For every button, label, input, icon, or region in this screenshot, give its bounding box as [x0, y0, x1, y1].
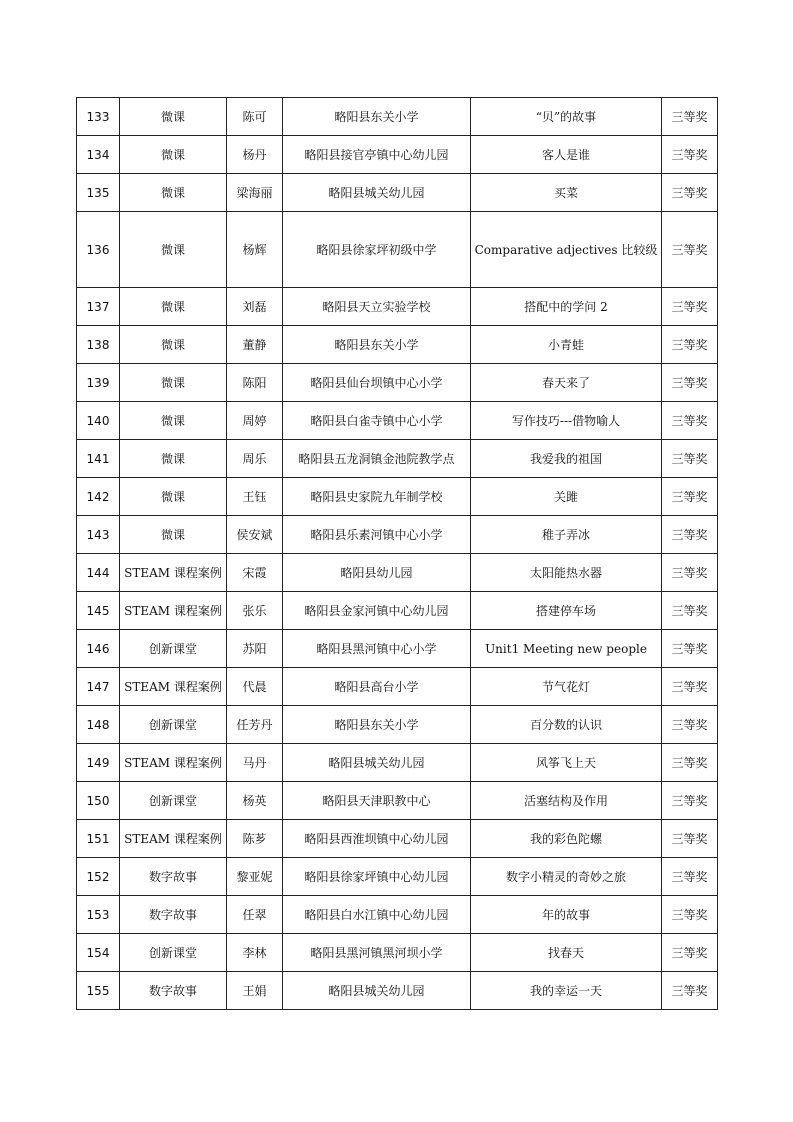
row-number: 149	[77, 744, 120, 782]
author-name: 陈芗	[227, 820, 283, 858]
work-title: 我的彩色陀螺	[471, 820, 662, 858]
award-level: 三等奖	[662, 440, 718, 478]
award-level: 三等奖	[662, 858, 718, 896]
school-name: 略阳县金家河镇中心幼儿园	[283, 592, 471, 630]
author-name: 张乐	[227, 592, 283, 630]
work-title: 客人是谁	[471, 136, 662, 174]
work-title: 风筝飞上天	[471, 744, 662, 782]
row-number: 140	[77, 402, 120, 440]
award-level: 三等奖	[662, 934, 718, 972]
row-number: 155	[77, 972, 120, 1010]
entry-category: STEAM 课程案例	[120, 668, 227, 706]
row-number: 154	[77, 934, 120, 972]
entry-category: 微课	[120, 326, 227, 364]
table-row	[77, 706, 718, 744]
row-number: 141	[77, 440, 120, 478]
awards-table-body	[77, 98, 718, 1010]
author-name: 陈可	[227, 98, 283, 136]
award-level: 三等奖	[662, 98, 718, 136]
school-name: 略阳县白雀寺镇中心小学	[283, 402, 471, 440]
table-row	[77, 820, 718, 858]
author-name: 任翠	[227, 896, 283, 934]
row-number: 147	[77, 668, 120, 706]
entry-category: 微课	[120, 364, 227, 402]
author-name: 马丹	[227, 744, 283, 782]
award-level: 三等奖	[662, 744, 718, 782]
author-name: 陈阳	[227, 364, 283, 402]
author-name: 周乐	[227, 440, 283, 478]
row-number: 150	[77, 782, 120, 820]
school-name: 略阳县徐家坪初级中学	[283, 212, 471, 288]
author-name: 代晨	[227, 668, 283, 706]
author-name: 周婷	[227, 402, 283, 440]
work-title: 找春天	[471, 934, 662, 972]
award-level: 三等奖	[662, 212, 718, 288]
work-title: 活塞结构及作用	[471, 782, 662, 820]
school-name: 略阳县黑河镇中心小学	[283, 630, 471, 668]
entry-category: 数字故事	[120, 896, 227, 934]
award-level: 三等奖	[662, 592, 718, 630]
table-row	[77, 136, 718, 174]
award-level: 三等奖	[662, 136, 718, 174]
table-row	[77, 972, 718, 1010]
awards-table	[76, 97, 718, 1010]
entry-category: 数字故事	[120, 858, 227, 896]
row-number: 144	[77, 554, 120, 592]
school-name: 略阳县五龙洞镇金池院教学点	[283, 440, 471, 478]
entry-category: 创新课堂	[120, 934, 227, 972]
school-name: 略阳县东关小学	[283, 706, 471, 744]
award-level: 三等奖	[662, 288, 718, 326]
school-name: 略阳县城关幼儿园	[283, 744, 471, 782]
row-number: 153	[77, 896, 120, 934]
school-name: 略阳县天立实验学校	[283, 288, 471, 326]
work-title: 稚子弄冰	[471, 516, 662, 554]
table-row	[77, 212, 718, 288]
school-name: 略阳县白水江镇中心幼儿园	[283, 896, 471, 934]
work-title: 写作技巧---借物喻人	[471, 402, 662, 440]
author-name: 董静	[227, 326, 283, 364]
work-title: Comparative adjectives 比较级	[471, 212, 662, 288]
award-level: 三等奖	[662, 706, 718, 744]
work-title: 关雎	[471, 478, 662, 516]
row-number: 138	[77, 326, 120, 364]
award-level: 三等奖	[662, 478, 718, 516]
school-name: 略阳县高台小学	[283, 668, 471, 706]
table-row	[77, 668, 718, 706]
row-number: 134	[77, 136, 120, 174]
author-name: 宋霞	[227, 554, 283, 592]
school-name: 略阳县史家院九年制学校	[283, 478, 471, 516]
school-name: 略阳县西淮坝镇中心幼儿园	[283, 820, 471, 858]
table-row	[77, 364, 718, 402]
row-number: 136	[77, 212, 120, 288]
table-row	[77, 858, 718, 896]
row-number: 145	[77, 592, 120, 630]
entry-category: 创新课堂	[120, 706, 227, 744]
table-row	[77, 744, 718, 782]
table-row	[77, 554, 718, 592]
work-title: 小青蛙	[471, 326, 662, 364]
table-row	[77, 440, 718, 478]
table-row	[77, 98, 718, 136]
table-row	[77, 630, 718, 668]
row-number: 146	[77, 630, 120, 668]
author-name: 黎亚妮	[227, 858, 283, 896]
entry-category: STEAM 课程案例	[120, 592, 227, 630]
work-title: 百分数的认识	[471, 706, 662, 744]
author-name: 李林	[227, 934, 283, 972]
author-name: 任芳丹	[227, 706, 283, 744]
school-name: 略阳县城关幼儿园	[283, 972, 471, 1010]
table-row	[77, 478, 718, 516]
entry-category: STEAM 课程案例	[120, 554, 227, 592]
entry-category: 创新课堂	[120, 630, 227, 668]
school-name: 略阳县幼儿园	[283, 554, 471, 592]
work-title: 年的故事	[471, 896, 662, 934]
table-row	[77, 326, 718, 364]
school-name: 略阳县徐家坪镇中心幼儿园	[283, 858, 471, 896]
award-level: 三等奖	[662, 668, 718, 706]
table-row	[77, 592, 718, 630]
table-row	[77, 288, 718, 326]
author-name: 苏阳	[227, 630, 283, 668]
work-title: 春天来了	[471, 364, 662, 402]
entry-category: 微课	[120, 516, 227, 554]
work-title: 节气花灯	[471, 668, 662, 706]
entry-category: 微课	[120, 440, 227, 478]
award-level: 三等奖	[662, 174, 718, 212]
row-number: 135	[77, 174, 120, 212]
entry-category: STEAM 课程案例	[120, 820, 227, 858]
school-name: 略阳县东关小学	[283, 98, 471, 136]
author-name: 梁海丽	[227, 174, 283, 212]
author-name: 侯安斌	[227, 516, 283, 554]
entry-category: 微课	[120, 402, 227, 440]
award-level: 三等奖	[662, 630, 718, 668]
award-level: 三等奖	[662, 516, 718, 554]
author-name: 刘磊	[227, 288, 283, 326]
work-title: Unit1 Meeting new people	[471, 630, 662, 668]
entry-category: 微课	[120, 478, 227, 516]
school-name: 略阳县黑河镇黑河坝小学	[283, 934, 471, 972]
row-number: 143	[77, 516, 120, 554]
row-number: 133	[77, 98, 120, 136]
award-level: 三等奖	[662, 896, 718, 934]
work-title: 搭配中的学问 2	[471, 288, 662, 326]
row-number: 139	[77, 364, 120, 402]
work-title: 我爱我的祖国	[471, 440, 662, 478]
school-name: 略阳县乐素河镇中心小学	[283, 516, 471, 554]
author-name: 杨英	[227, 782, 283, 820]
entry-category: 数字故事	[120, 972, 227, 1010]
author-name: 王娟	[227, 972, 283, 1010]
award-level: 三等奖	[662, 364, 718, 402]
table-row	[77, 402, 718, 440]
work-title: “贝”的故事	[471, 98, 662, 136]
school-name: 略阳县城关幼儿园	[283, 174, 471, 212]
entry-category: STEAM 课程案例	[120, 744, 227, 782]
entry-category: 微课	[120, 288, 227, 326]
author-name: 王钰	[227, 478, 283, 516]
table-row	[77, 934, 718, 972]
entry-category: 微课	[120, 174, 227, 212]
school-name: 略阳县天津职教中心	[283, 782, 471, 820]
author-name: 杨丹	[227, 136, 283, 174]
row-number: 142	[77, 478, 120, 516]
row-number: 148	[77, 706, 120, 744]
entry-category: 创新课堂	[120, 782, 227, 820]
award-level: 三等奖	[662, 554, 718, 592]
work-title: 太阳能热水器	[471, 554, 662, 592]
work-title: 数字小精灵的奇妙之旅	[471, 858, 662, 896]
table-row	[77, 174, 718, 212]
row-number: 151	[77, 820, 120, 858]
work-title: 我的幸运一天	[471, 972, 662, 1010]
award-level: 三等奖	[662, 820, 718, 858]
school-name: 略阳县接官亭镇中心幼儿园	[283, 136, 471, 174]
entry-category: 微课	[120, 136, 227, 174]
award-level: 三等奖	[662, 402, 718, 440]
entry-category: 微课	[120, 98, 227, 136]
row-number: 152	[77, 858, 120, 896]
row-number: 137	[77, 288, 120, 326]
entry-category: 微课	[120, 212, 227, 288]
work-title: 搭建停车场	[471, 592, 662, 630]
table-row	[77, 516, 718, 554]
award-level: 三等奖	[662, 782, 718, 820]
table-row	[77, 782, 718, 820]
school-name: 略阳县东关小学	[283, 326, 471, 364]
work-title: 买菜	[471, 174, 662, 212]
author-name: 杨辉	[227, 212, 283, 288]
table-row	[77, 896, 718, 934]
school-name: 略阳县仙台坝镇中心小学	[283, 364, 471, 402]
award-level: 三等奖	[662, 326, 718, 364]
award-level: 三等奖	[662, 972, 718, 1010]
